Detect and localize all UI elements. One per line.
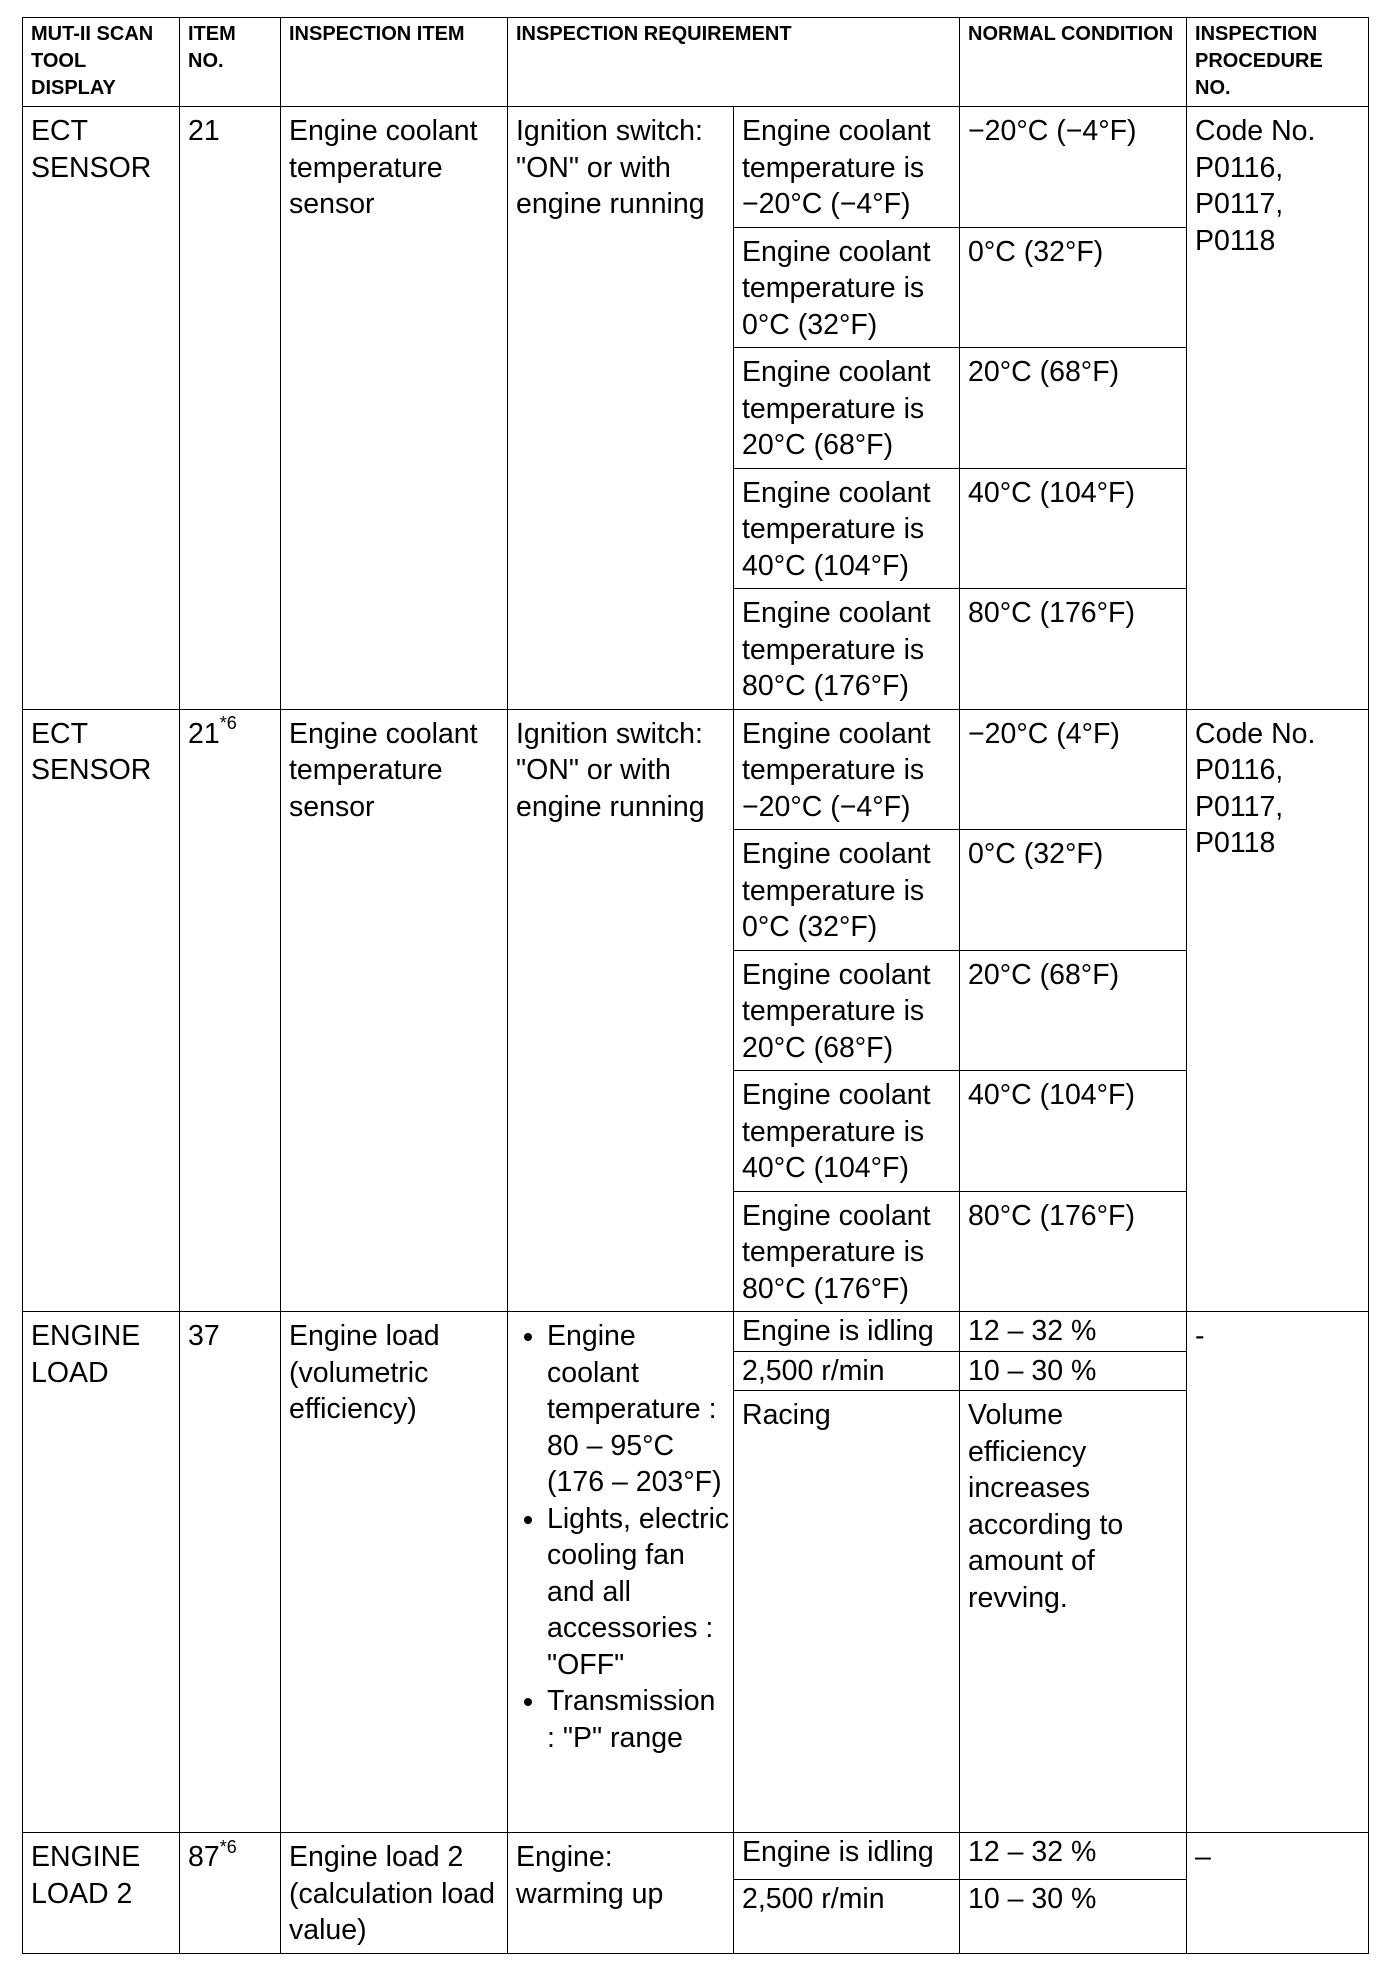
procedure-cell: -: [1187, 1312, 1369, 1833]
header-display: MUT-II SCAN TOOL DISPLAY: [23, 18, 180, 107]
normal-condition-cell: 12 – 32 %: [960, 1312, 1187, 1352]
display-cell: ECT SENSOR: [23, 709, 180, 1312]
procedure-cell: Code No. P0116, P0117, P0118: [1187, 107, 1369, 710]
condition-req-cell: Engine coolant temperature is 20°C (68°F): [734, 348, 960, 469]
inspection-item-cell: Engine coolant temperature sensor: [281, 107, 508, 710]
table-row: [23, 709, 1369, 830]
requirement-cell: Ignition switch: "ON" or with engine running: [508, 709, 734, 1312]
condition-req-cell: 2,500 r/min: [734, 1880, 960, 1953]
procedure-cell: Code No. P0116, P0117, P0118: [1187, 709, 1369, 1312]
footnote-marker: *6: [219, 713, 237, 733]
normal-condition-cell: 10 – 30 %: [960, 1880, 1187, 1953]
inspection-table: [22, 17, 1369, 1954]
procedure-cell: –: [1187, 1833, 1369, 1954]
normal-condition-cell: −20°C (−4°F): [960, 107, 1187, 228]
normal-condition-cell: 40°C (104°F): [960, 1071, 1187, 1192]
display-cell: ENGINE LOAD 2: [23, 1833, 180, 1954]
condition-req-cell: Engine coolant temperature is 80°C (176°F): [734, 1191, 960, 1312]
item-no-cell: 21: [180, 107, 281, 710]
item-no-cell: 87$^{*6}$: [180, 1833, 281, 1954]
table-row: [23, 107, 1369, 228]
normal-condition-cell: 20°C (68°F): [960, 950, 1187, 1071]
condition-req-cell: Engine coolant temperature is 0°C (32°F): [734, 227, 960, 348]
condition-req-cell: 2,500 r/min: [734, 1351, 960, 1391]
normal-condition-cell: 20°C (68°F): [960, 348, 1187, 469]
condition-req-cell: Engine coolant temperature is 20°C (68°F): [734, 950, 960, 1071]
normal-condition-cell: 0°C (32°F): [960, 227, 1187, 348]
condition-req-cell: Engine is idling: [734, 1312, 960, 1352]
normal-condition-cell: −20°C (4°F): [960, 709, 1187, 830]
normal-condition-cell: 40°C (104°F): [960, 468, 1187, 589]
requirement-cell: [508, 1312, 734, 1833]
normal-condition-cell: 10 – 30 %: [960, 1351, 1187, 1391]
header-procedure-no: INSPECTION PROCEDURE NO.: [1187, 18, 1369, 107]
footnote-marker: *6: [219, 1836, 237, 1857]
requirement-list: [512, 1318, 731, 1756]
requirement-cell: Ignition switch: "ON" or with engine running: [508, 107, 734, 710]
item-no-cell: 37: [180, 1312, 281, 1833]
inspection-item-cell: Engine load (volumetric efficiency): [281, 1312, 508, 1833]
display-cell: ECT SENSOR: [23, 107, 180, 710]
condition-req-cell: Engine coolant temperature is 80°C (176°F): [734, 589, 960, 710]
condition-req-cell: Engine coolant temperature is 40°C (104°F): [734, 468, 960, 589]
inspection-item-cell: Engine load 2 (calculation load value): [281, 1833, 508, 1954]
condition-req-cell: Racing: [734, 1391, 960, 1833]
header-inspection-requirement: INSPECTION REQUIREMENT: [508, 18, 960, 107]
requirement-cell: Engine: warming up: [508, 1833, 734, 1954]
inspection-item-cell: Engine coolant temperature sensor: [281, 709, 508, 1312]
header-normal-condition: NORMAL CONDITION: [960, 18, 1187, 107]
condition-req-cell: Engine coolant temperature is −20°C (−4°F): [734, 107, 960, 228]
condition-req-cell: Engine coolant temperature is 40°C (104°F): [734, 1071, 960, 1192]
normal-condition-cell: Volume efficiency increases according to amount of revving.: [960, 1391, 1187, 1833]
normal-condition-cell: 80°C (176°F): [960, 589, 1187, 710]
header-inspection-item: INSPECTION ITEM: [281, 18, 508, 107]
normal-condition-cell: 80°C (176°F): [960, 1191, 1187, 1312]
condition-req-cell: Engine coolant temperature is 0°C (32°F): [734, 830, 960, 951]
normal-condition-cell: 12 – 32 %: [960, 1833, 1187, 1880]
display-cell: ENGINE LOAD: [23, 1312, 180, 1833]
table-row: [23, 1833, 1369, 1880]
condition-req-cell: Engine coolant temperature is −20°C (−4°F): [734, 709, 960, 830]
condition-req-cell: Engine is idling: [734, 1833, 960, 1880]
header-row: [23, 18, 1369, 107]
header-item-no: ITEM NO.: [180, 18, 281, 107]
item-no-cell: 21$^{*6}$: [180, 709, 281, 1312]
normal-condition-cell: 0°C (32°F): [960, 830, 1187, 951]
list-item: • Engine coolant temperature : 80 – 95°C (176 – 203°F): [547, 1318, 731, 1501]
list-item: • Lights, electric cooling fan and all accessories : "OFF": [547, 1501, 731, 1684]
list-item: • Transmission : "P" range: [547, 1683, 731, 1756]
table-row: [23, 1312, 1369, 1352]
